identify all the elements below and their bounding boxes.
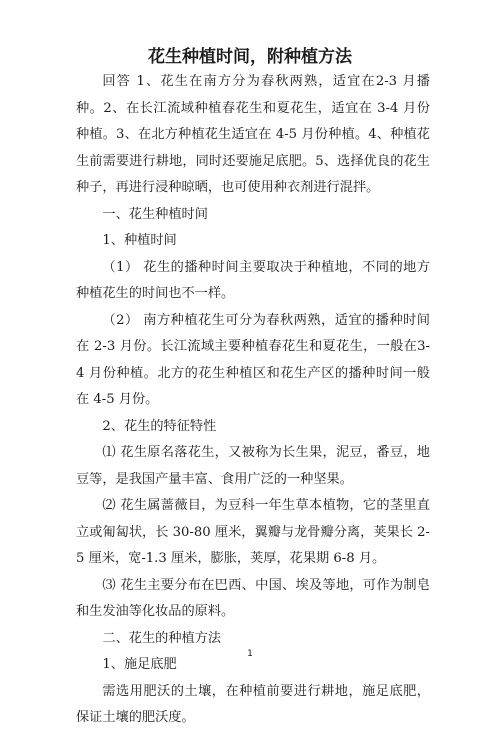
subheading-planting-time: 1、种植时间 <box>102 233 177 248</box>
answer-paragraph: 回答 1、花生在南方分为春秋两熟，适宜在2-3 月播种。2、在长江流域种植春花生和夏花生，适宜在 3-4 月份种植。3、在北方种植花生适宜在 4-5 月份种植。4、种植花生前需要进行耕地，同时还要施足底肥。5、选择优良的花生种子，再进行浸种晾晒，也可使用种衣剂进行混拌。 <box>76 74 430 195</box>
paragraph-item-2: （2） 南方种植花生可分为春秋两熟，适宜的播种时间在 2-3 月份。长江流域主要种植春花生和夏花生，一般在3-4 月份种植。北方的花生种植区和花生产区的播种时间一般在 4-5 月份。 <box>76 312 430 407</box>
subheading-base-fertilizer: 1、施足底肥 <box>102 657 177 672</box>
section-heading-planting-time: 一、花生种植时间 <box>102 206 208 222</box>
paragraph-item-1: （1） 花生的播种时间主要取决于种植地，不同的地方种植花生的时间也不一样。 <box>76 259 430 301</box>
paragraph-characteristic-3: ⑶ 花生主要分布在巴西、中国、埃及等地，可作为制皂和生发油等化妆品的原料。 <box>76 577 430 619</box>
document-body <box>76 69 430 732</box>
subheading-characteristics: 2、花生的特征特性 <box>102 418 217 434</box>
paragraph-characteristic-2: ⑵ 花生属蔷薇目，为豆科一年生草本植物，它的茎里直立或匍匐状，长 30-80 厘米，翼瓣与龙骨瓣分离，荚果长 2-5 厘米，宽-1.3 厘米，膨胀，荚厚，花果期 6-8 月。 <box>76 498 430 566</box>
page-number: 1 <box>247 649 253 659</box>
paragraph-characteristic-1: ⑴ 花生原名落花生，又被称为长生果，泥豆，番豆，地豆等，是我国产量丰富、食用广泛的一种坚果。 <box>76 445 430 487</box>
document-title: 花生种植时间，附种植方法 <box>148 47 352 67</box>
paragraph-base-fertilizer: 需选用肥沃的土壤，在种植前要进行耕地，施足底肥，保证土壤的肥沃度。 <box>76 683 430 725</box>
section-heading-planting-method: 二、花生的种植方法 <box>102 630 222 646</box>
